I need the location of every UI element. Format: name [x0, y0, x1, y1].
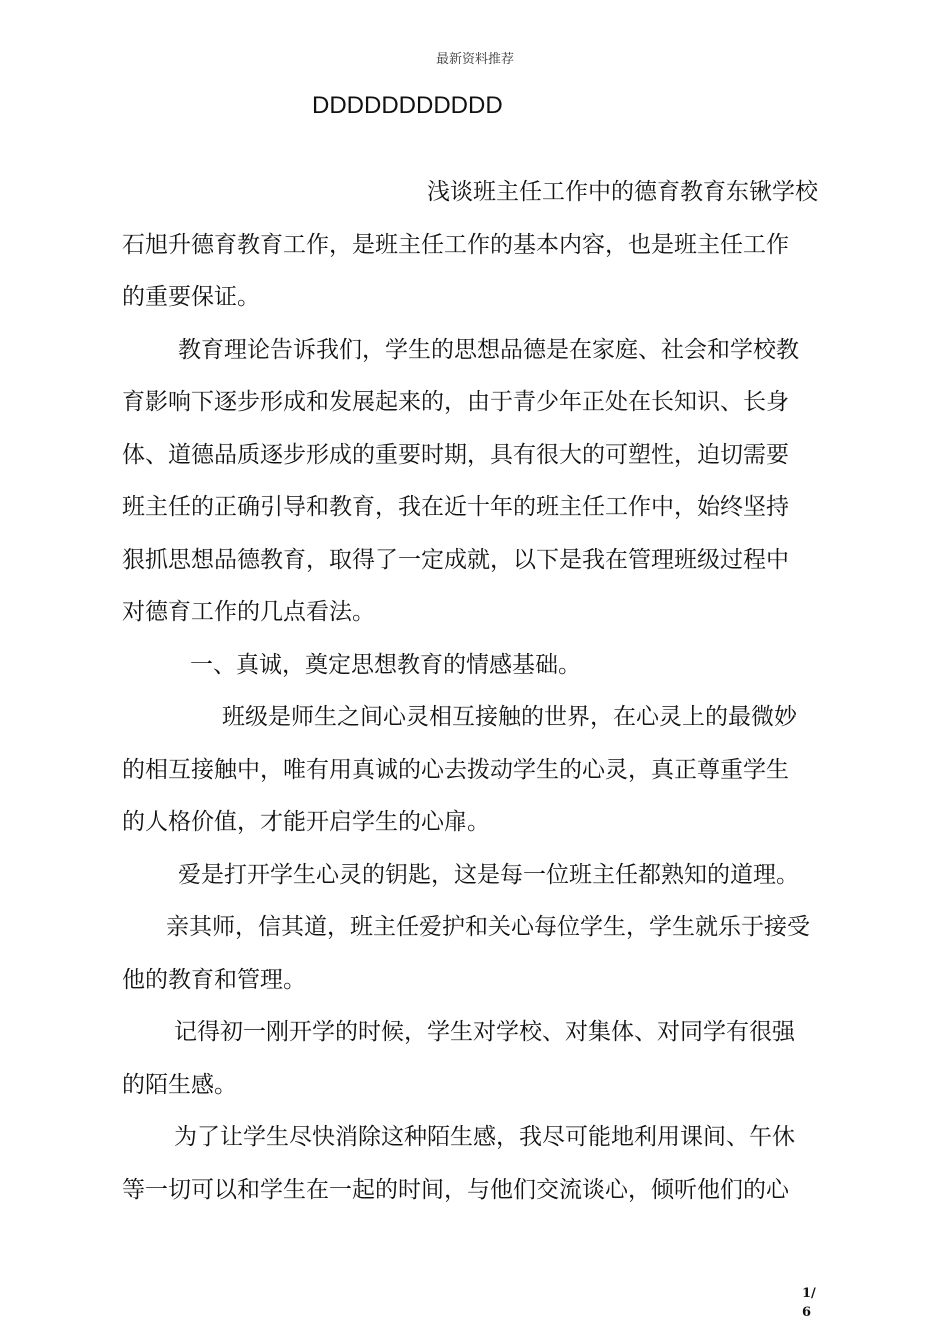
text-line: 等一切可以和学生在一起的时间，与他们交流谈心，倾听他们的心 — [122, 1176, 789, 1203]
text-line: 石旭升德育教育工作，是班主任工作的基本内容，也是班主任工作 — [122, 231, 789, 258]
text-line: 的重要保证。 — [122, 284, 260, 310]
paragraph-start-line: 亲其师，信其道，班主任爱护和关心每位学生，学生就乐于接受 — [166, 914, 810, 940]
page-number-total: 6 — [802, 1305, 812, 1320]
page-number — [802, 1284, 816, 1322]
text-line: 的人格价值，才能开启学生的心扉。 — [122, 809, 490, 835]
text-line: 的相互接触中，唯有用真诚的心去拨动学生的心灵，真正尊重学生 — [122, 756, 789, 783]
text-line: 他的教育和管理。 — [122, 966, 306, 993]
page-number-current: 1/ — [802, 1286, 816, 1301]
text-line: 班主任的正确引导和教育，我在近十年的班主任工作中，始终坚持 — [122, 494, 789, 520]
text-line: 体、道德品质逐步形成的重要时期，具有很大的可塑性，迫切需要 — [122, 441, 789, 468]
paragraph-start-line: 班级是师生之间心灵相互接触的世界，在心灵上的最微妙 — [222, 704, 797, 730]
paragraph-start-line: 记得初一刚开学的时候，学生对学校、对集体、对同学有很强 — [174, 1019, 795, 1045]
paragraph-start-line: 为了让学生尽快消除这种陌生感，我尽可能地利用课间、午休 — [174, 1124, 795, 1150]
text-line: 育影响下逐步形成和发展起来的，由于青少年正处在长知识、长身 — [122, 389, 789, 415]
paragraph-start-line: 教育理论告诉我们，学生的思想品德是在家庭、社会和学校教 — [178, 336, 799, 363]
article-title-line: 浅谈班主任工作中的德育教育东锹学校 — [427, 179, 818, 205]
text-line: 对德育工作的几点看法。 — [122, 599, 375, 625]
paragraph-start-line: 爱是打开学生心灵的钥匙，这是每一位班主任都熟知的道理。 — [178, 861, 799, 888]
document-body — [122, 166, 830, 1216]
text-line: 狠抓思想品德教育，取得了一定成就，以下是我在管理班级过程中 — [122, 546, 789, 573]
header-note: 最新资料推荐 — [435, 52, 514, 67]
text-line: 的陌生感。 — [122, 1071, 237, 1098]
section-heading: 一、真诚，奠定思想教育的情感基础。 — [190, 651, 581, 678]
garbled-title: DDDDDDDDDDD — [312, 92, 503, 119]
